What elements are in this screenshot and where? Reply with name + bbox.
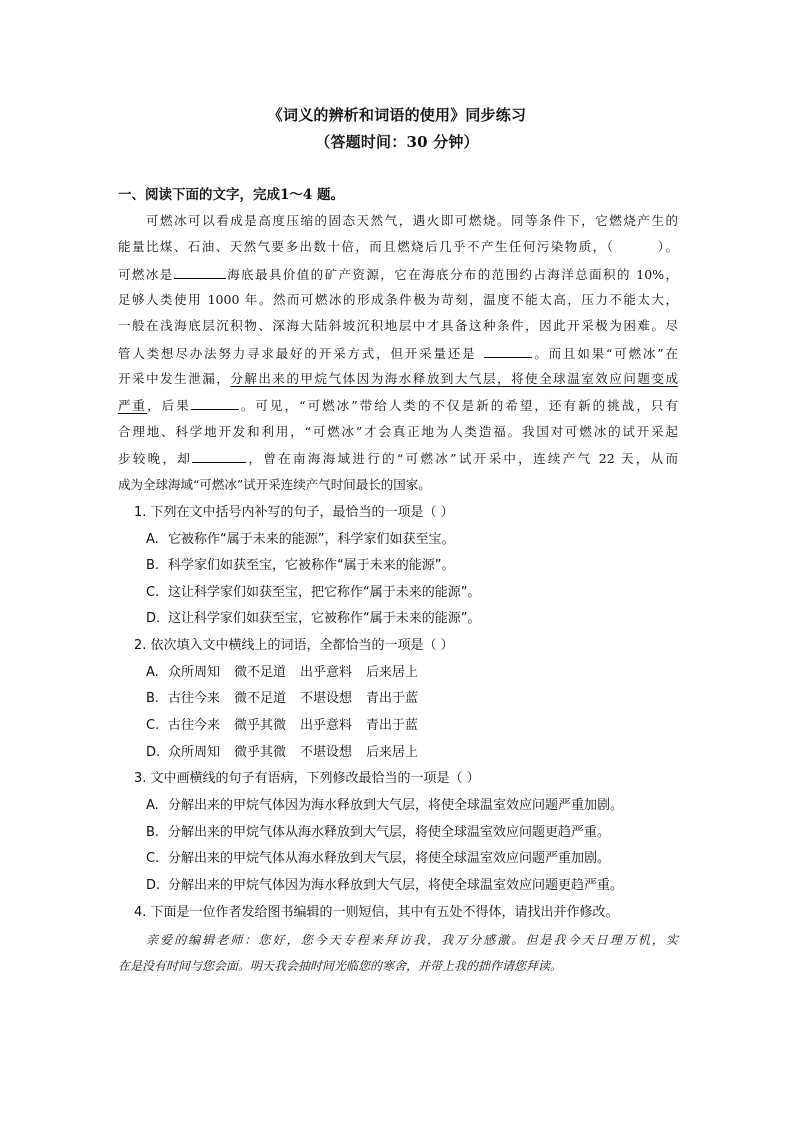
passage-text: ，后果 [147, 398, 191, 413]
option-c[interactable] [146, 851, 610, 867]
option-text: 科学家们如获至宝，它被称作“属于未来的能源”。 [168, 558, 455, 573]
option-word: 不堪设想 [300, 745, 353, 760]
passage-text: 管人类想尽办法努力寻求最好的开采方式，但开采量还是 [118, 346, 477, 361]
passage-line [118, 239, 678, 255]
passage-line [118, 345, 678, 362]
option-letter: D. [146, 745, 161, 760]
underlined-sentence: 分解出来的甲烷气体因为海水释放到大气层，将使全球温室效应问题变成 [230, 371, 678, 386]
option-text: 这让科学家们如获至宝，它被称作“属于未来的能源”。 [168, 611, 481, 626]
option-d[interactable] [146, 611, 480, 627]
passage-text: 可燃冰是 [118, 267, 174, 282]
option-word: 众所周知 [168, 665, 221, 680]
message-line [118, 958, 678, 974]
option-word: 微乎其微 [234, 718, 287, 733]
fill-blank [192, 450, 246, 463]
underlined-sentence: 严重 [118, 398, 148, 413]
option-b[interactable] [146, 825, 610, 841]
message-line [146, 932, 678, 948]
option-word: 古往今来 [168, 718, 221, 733]
option-text: 这让科学家们如获至宝，把它称作“属于未来的能源”。 [168, 585, 481, 600]
passage-line [146, 213, 678, 229]
option-word: 微不足道 [234, 665, 287, 680]
option-word: 古往今来 [168, 691, 221, 706]
passage-line [118, 477, 678, 493]
option-c[interactable] [146, 585, 480, 601]
option-letter: D. [146, 878, 161, 893]
fill-blank [484, 345, 532, 358]
question-stem: 3. 文中画横线的句子有语病，下列修改最恰当的一项是（ ） [134, 771, 480, 786]
message-text: 亲爱的编辑老师：您好，您今天专程来拜访我，我万分感激。但是我今天日理万机，实 [146, 933, 678, 947]
page-subtitle-time: （答题时间：30 分钟） [315, 133, 479, 151]
question-stem: 2. 依次填入文中横线上的词语，全都恰当的一项是（ ） [134, 638, 454, 653]
option-letter: C. [146, 718, 160, 733]
passage-line [118, 371, 678, 387]
fill-blank [174, 266, 226, 279]
option-text: 分解出来的甲烷气体因为海水释放到大气层，将使全球温室效应问题严重加剧。 [168, 798, 624, 813]
option-b[interactable] [146, 558, 454, 574]
option-word: 众所周知 [168, 745, 221, 760]
option-letter: A. [146, 532, 159, 547]
passage-text: 开采中发生泄漏， [118, 371, 231, 386]
passage-text: 。可见，“可燃冰”带给人类的不仅是新的希望，还有新的挑战，只有 [238, 398, 678, 413]
passage-line [118, 424, 678, 440]
passage-text: ）。 [656, 239, 678, 254]
option-word: 出乎意料 [300, 718, 353, 733]
passage-text: 合理地、科学地开发和利用，“可燃冰”才会真正地为人类造福。我国对可燃冰的试开采起 [118, 424, 678, 439]
option-word: 不堪设想 [300, 691, 353, 706]
question-stem: 1. 下列在文中括号内补写的句子，最恰当的一项是（ ） [134, 505, 454, 520]
option-word: 后来居上 [366, 665, 419, 680]
option-letter: A. [146, 665, 159, 680]
passage-text: 。而且如果“可燃冰”在 [532, 346, 678, 361]
passage-text: 海底最具价值的矿产资源，它在海底分布的范围约占海洋总面积的 10%， [225, 267, 678, 282]
passage-text: ，曾在南海海域进行的“可燃冰”试开采中，连续产气 22 天，从而 [246, 451, 678, 466]
option-c[interactable] [146, 718, 432, 734]
message-text: 在是没有时间与您会面。明天我会抽时间光临您的寒舍，并带上我的拙作请您拜读。 [118, 959, 563, 973]
option-letter: B. [146, 691, 160, 706]
option-letter: A. [146, 798, 159, 813]
passage-text: 能量比煤、石油、天然气要多出数十倍，而且燃烧后几乎不产生任何污染物质，（ [118, 239, 615, 254]
passage-line [118, 318, 678, 334]
passage-text: 一般在浅海底层沉积物、深海大陆斜坡沉积地层中才具备这种条件，因此开采极为困难。尽 [118, 318, 678, 333]
passage-text: 步较晚，却 [118, 451, 193, 466]
option-text: 分解出来的甲烷气体从海水释放到大气层，将使全球温室效应问题严重加剧。 [168, 851, 611, 866]
passage-line [118, 450, 678, 467]
option-letter: C. [146, 851, 160, 866]
section-heading: 一、阅读下面的文字，完成1～4 题。 [118, 187, 344, 203]
option-letter: D. [146, 611, 161, 626]
option-word: 青出于蓝 [366, 718, 419, 733]
option-text: 它被称作“属于未来的能源”，科学家们如获至宝。 [168, 532, 455, 547]
option-text: 分解出来的甲烷气体从海水释放到大气层，将使全球温室效应问题更趋严重。 [168, 825, 611, 840]
option-a[interactable] [146, 665, 432, 681]
passage-text: 足够人类使用 1000 年。然而可燃冰的形成条件极为苛刻，温度不能太高，压力不能太大， [118, 292, 678, 307]
passage-line [118, 292, 678, 308]
passage-text: 成为全球海域“可燃冰”试开采连续产气时间最长的国家。 [118, 477, 431, 492]
option-d[interactable] [146, 878, 623, 894]
passage-line [118, 397, 678, 414]
option-letter: B. [146, 825, 160, 840]
option-d[interactable] [146, 745, 432, 761]
option-word: 后来居上 [366, 745, 419, 760]
option-word: 微乎其微 [234, 745, 287, 760]
question-stem: 4. 下面是一位作者发给图书编辑的一则短信，其中有五处不得体，请找出并作修改。 [134, 905, 619, 920]
option-letter: C. [146, 585, 160, 600]
option-word: 微不足道 [234, 691, 287, 706]
option-letter: B. [146, 558, 160, 573]
option-word: 青出于蓝 [366, 691, 419, 706]
option-a[interactable] [146, 798, 623, 814]
fill-blank [191, 397, 239, 410]
option-text: 分解出来的甲烷气体因为海水释放到大气层，将使全球温室效应问题更趋严重。 [168, 878, 624, 893]
option-b[interactable] [146, 691, 432, 707]
passage-line [118, 266, 678, 283]
passage-text: 可燃冰可以看成是高度压缩的固态天然气，遇火即可燃烧。同等条件下，它燃烧产生的 [146, 213, 678, 228]
option-a[interactable] [146, 532, 454, 548]
option-word: 出乎意料 [300, 665, 353, 680]
page-title: 《词义的辨析和词语的使用》同步练习 [267, 106, 527, 124]
